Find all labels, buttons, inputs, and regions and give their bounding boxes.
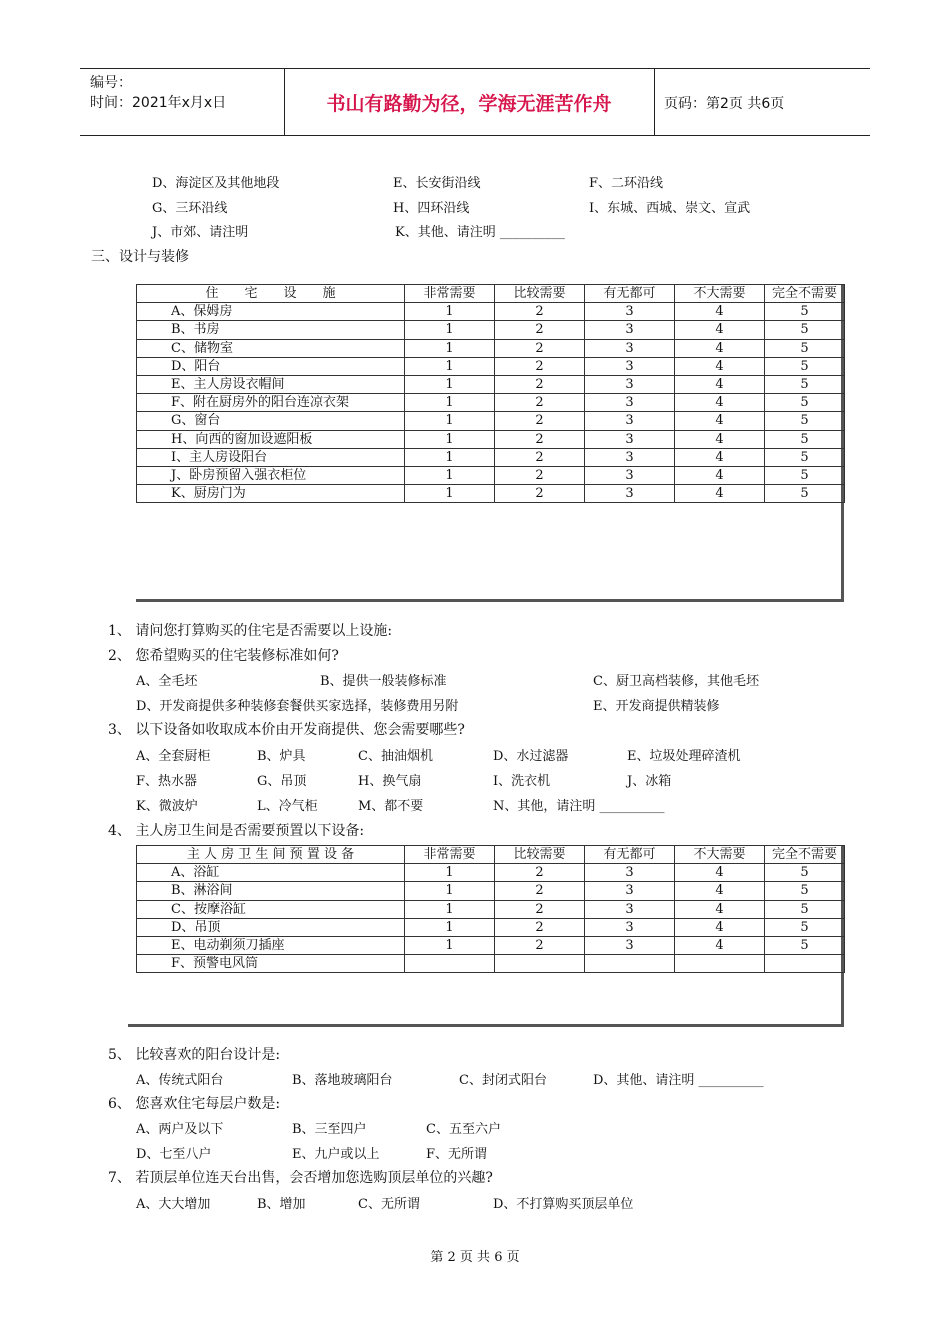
rating-cell: 4 (675, 864, 765, 882)
table-row (137, 430, 845, 448)
rating-cell: 4 (675, 375, 765, 393)
column-header: 不大需要 (675, 285, 765, 303)
option-text: D、七至八户 (136, 1147, 212, 1162)
option-text: E、九户或以上 (292, 1147, 380, 1162)
rating-cell: 5 (765, 448, 845, 466)
rating-cell: 5 (765, 485, 845, 503)
rating-cell: 1 (405, 412, 495, 430)
table-row (137, 466, 845, 484)
option-text: L、冷气柜 (257, 799, 318, 814)
row-label: C、储物室 (137, 339, 405, 357)
rating-cell: 4 (675, 466, 765, 484)
rating-cell: 4 (675, 936, 765, 954)
rating-cell: 2 (495, 430, 585, 448)
rating-cell: 4 (675, 430, 765, 448)
option-text: E、开发商提供精装修 (593, 699, 720, 714)
row-label: E、主人房设衣帽间 (137, 375, 405, 393)
rating-cell: 1 (405, 375, 495, 393)
rating-cell: 2 (495, 394, 585, 412)
rating-cell: 3 (585, 882, 675, 900)
rating-cell: 3 (585, 466, 675, 484)
header-page-number: 页码：第2页 共6页 (664, 96, 785, 112)
option-text: I、洗衣机 (493, 774, 551, 789)
rating-cell: 5 (765, 864, 845, 882)
rating-cell: 3 (585, 339, 675, 357)
frame-shadow (128, 1024, 844, 1027)
rating-cell: 5 (765, 303, 845, 321)
page-header (80, 68, 870, 136)
table-row (137, 412, 845, 430)
row-label: C、按摩浴缸 (137, 900, 405, 918)
frame-shadow (136, 599, 844, 602)
table-row (137, 918, 845, 936)
rating-cell: 3 (585, 357, 675, 375)
rating-cell: 4 (675, 303, 765, 321)
rating-cell: 4 (675, 357, 765, 375)
option-text: F、二环沿线 (589, 176, 664, 191)
row-label: A、保姆房 (137, 303, 405, 321)
rating-cell: 3 (585, 375, 675, 393)
rating-cell: 2 (495, 448, 585, 466)
rating-cell: 2 (495, 375, 585, 393)
row-label: H、向西的窗加设遮阳板 (137, 430, 405, 448)
option-text: B、三至四户 (292, 1122, 367, 1137)
option-text: A、大大增加 (136, 1197, 211, 1212)
question-3: 3、 以下设备如收取成本价由开发商提供、您会需要哪些? (108, 722, 465, 738)
rating-cell: 1 (405, 900, 495, 918)
rating-cell: 1 (405, 321, 495, 339)
rating-cell: 4 (675, 448, 765, 466)
rating-cell: 3 (585, 303, 675, 321)
rating-cell: 2 (495, 882, 585, 900)
option-text: A、全毛坯 (136, 674, 198, 689)
rating-cell: 1 (405, 918, 495, 936)
option-text: M、都不要 (358, 799, 424, 814)
option-text: C、五至六户 (426, 1122, 501, 1137)
rating-cell: 2 (495, 303, 585, 321)
option-text: C、封闭式阳台 (459, 1073, 547, 1088)
rating-cell: 4 (675, 882, 765, 900)
option-text: D、不打算购买顶层单位 (493, 1197, 634, 1212)
table-row (137, 303, 845, 321)
column-header: 比较需要 (495, 846, 585, 864)
rating-cell (585, 955, 675, 973)
option-text: B、提供一般装修标准 (320, 674, 447, 689)
rating-cell: 3 (585, 394, 675, 412)
row-label: D、吊顶 (137, 918, 405, 936)
row-label: I、主人房设阳台 (137, 448, 405, 466)
rating-cell: 5 (765, 339, 845, 357)
rating-cell: 1 (405, 936, 495, 954)
option-text: D、海淀区及其他地段 (152, 176, 280, 191)
rating-cell: 3 (585, 448, 675, 466)
rating-cell: 4 (675, 321, 765, 339)
option-text: C、无所谓 (358, 1197, 420, 1212)
row-label: F、预警电风筒 (137, 955, 405, 973)
table-row (137, 864, 845, 882)
column-header: 完全不需要 (765, 285, 845, 303)
table-row (137, 339, 845, 357)
facilities-table-frame (136, 284, 845, 602)
option-text: K、微波炉 (136, 799, 198, 814)
rating-cell: 3 (585, 936, 675, 954)
rating-cell: 4 (675, 918, 765, 936)
header-motto: 书山有路勤为径，学海无涯苦作舟 (326, 93, 612, 115)
option-text: C、抽油烟机 (358, 749, 433, 764)
option-text: B、炉具 (257, 749, 306, 764)
column-header: 非常需要 (405, 285, 495, 303)
rating-cell: 5 (765, 357, 845, 375)
rating-cell: 3 (585, 864, 675, 882)
rating-cell: 1 (405, 485, 495, 503)
rating-cell: 5 (765, 375, 845, 393)
table-row (137, 900, 845, 918)
bathroom-table-frame (136, 845, 845, 1027)
rating-cell: 2 (495, 485, 585, 503)
rating-cell: 1 (405, 864, 495, 882)
rating-cell: 1 (405, 394, 495, 412)
rating-cell: 3 (585, 321, 675, 339)
rating-cell: 1 (405, 303, 495, 321)
option-text: D、水过滤器 (493, 749, 569, 764)
rating-cell: 2 (495, 900, 585, 918)
rating-cell: 5 (765, 430, 845, 448)
column-header: 比较需要 (495, 285, 585, 303)
column-header: 有无都可 (585, 846, 675, 864)
column-header: 不大需要 (675, 846, 765, 864)
row-label: F、附在厨房外的阳台连凉衣架 (137, 394, 405, 412)
row-label: J、卧房预留入强衣柜位 (137, 466, 405, 484)
column-header: 住 宅 设 施 (137, 285, 405, 303)
column-header: 有无都可 (585, 285, 675, 303)
row-label: B、书房 (137, 321, 405, 339)
rating-cell: 5 (765, 394, 845, 412)
rating-cell: 2 (495, 339, 585, 357)
table-row (137, 375, 845, 393)
table-row (137, 357, 845, 375)
option-text: J、冰箱 (627, 774, 672, 789)
table-row (137, 448, 845, 466)
option-text: A、全套厨柜 (136, 749, 211, 764)
option-text: B、增加 (257, 1197, 306, 1212)
table-row (137, 955, 845, 973)
option-text: K、其他、请注明 __________ (395, 225, 565, 240)
rating-cell: 3 (585, 430, 675, 448)
rating-cell: 1 (405, 882, 495, 900)
rating-cell (405, 955, 495, 973)
rating-cell: 4 (675, 394, 765, 412)
rating-cell: 1 (405, 430, 495, 448)
table-header-row (137, 846, 845, 864)
row-label: A、浴缸 (137, 864, 405, 882)
rating-cell: 5 (765, 918, 845, 936)
rating-cell (495, 955, 585, 973)
rating-cell: 2 (495, 864, 585, 882)
rating-cell: 1 (405, 339, 495, 357)
table-row (137, 321, 845, 339)
rating-cell: 4 (675, 485, 765, 503)
option-text: D、开发商提供多种装修套餐供买家选择，装修费用另附 (136, 699, 459, 714)
rating-cell: 2 (495, 357, 585, 375)
column-header: 完全不需要 (765, 846, 845, 864)
table-row (137, 882, 845, 900)
rating-cell: 1 (405, 357, 495, 375)
option-text: H、四环沿线 (393, 201, 470, 216)
rating-cell: 5 (765, 900, 845, 918)
option-text: A、两户及以下 (136, 1122, 224, 1137)
time-label: 时间：2021年x月x日 (90, 95, 227, 111)
question-5: 5、 比较喜欢的阳台设计是: (108, 1047, 281, 1063)
rating-cell (765, 955, 845, 973)
option-text: F、无所谓 (426, 1147, 488, 1162)
column-header: 主 人 房 卫 生 间 预 置 设 备 (137, 846, 405, 864)
rating-cell: 1 (405, 448, 495, 466)
question-1: 1、 请问您打算购买的住宅是否需要以上设施: (108, 623, 393, 639)
rating-cell: 4 (675, 339, 765, 357)
option-text: J、市郊、请注明 (152, 225, 249, 240)
table-row (137, 485, 845, 503)
section-title: 三、设计与装修 (91, 249, 189, 265)
question-2: 2、 您希望购买的住宅装修标准如何? (108, 648, 339, 664)
question-7: 7、 若顶层单位连天台出售，会否增加您选购顶层单位的兴趣? (108, 1170, 493, 1186)
column-header: 非常需要 (405, 846, 495, 864)
rating-cell: 5 (765, 321, 845, 339)
rating-cell: 2 (495, 918, 585, 936)
question-6: 6、 您喜欢住宅每层户数是: (108, 1096, 281, 1112)
rating-cell: 5 (765, 412, 845, 430)
option-text: E、垃圾处理碎渣机 (627, 749, 741, 764)
table-row (137, 394, 845, 412)
bathroom-table (136, 845, 845, 973)
rating-cell: 5 (765, 936, 845, 954)
row-label: B、淋浴间 (137, 882, 405, 900)
rating-cell: 2 (495, 466, 585, 484)
number-label: 编号： (90, 75, 132, 91)
table-row (137, 936, 845, 954)
rating-cell: 3 (585, 900, 675, 918)
table-header-row (137, 285, 845, 303)
option-text: C、厨卫高档装修，其他毛坯 (593, 674, 759, 689)
rating-cell: 2 (495, 321, 585, 339)
rating-cell: 2 (495, 936, 585, 954)
rating-cell: 1 (405, 466, 495, 484)
row-label: K、厨房门为 (137, 485, 405, 503)
option-text: H、换气扇 (358, 774, 422, 789)
rating-cell: 3 (585, 485, 675, 503)
page-footer: 第 2 页 共 6 页 (430, 1250, 520, 1265)
option-text: I、东城、西城、崇文、宣武 (589, 201, 751, 216)
option-text: D、其他、请注明 __________ (593, 1073, 764, 1088)
facilities-table (136, 284, 845, 503)
rating-cell (675, 955, 765, 973)
option-text: F、热水器 (136, 774, 198, 789)
option-text: G、吊顶 (257, 774, 307, 789)
row-label: D、阳台 (137, 357, 405, 375)
option-text: E、长安街沿线 (393, 176, 481, 191)
option-text: A、传统式阳台 (136, 1073, 224, 1088)
rating-cell: 4 (675, 900, 765, 918)
rating-cell: 5 (765, 466, 845, 484)
header-left (90, 73, 226, 113)
rating-cell: 3 (585, 918, 675, 936)
option-text: B、落地玻璃阳台 (292, 1073, 393, 1088)
question-4: 4、 主人房卫生间是否需要预置以下设备: (108, 823, 365, 839)
rating-cell: 4 (675, 412, 765, 430)
option-text: N、其他，请注明 __________ (493, 799, 665, 814)
option-text: G、三环沿线 (152, 201, 228, 216)
row-label: G、窗台 (137, 412, 405, 430)
rating-cell: 5 (765, 882, 845, 900)
rating-cell: 3 (585, 412, 675, 430)
rating-cell: 2 (495, 412, 585, 430)
row-label: E、电动剃须刀插座 (137, 936, 405, 954)
